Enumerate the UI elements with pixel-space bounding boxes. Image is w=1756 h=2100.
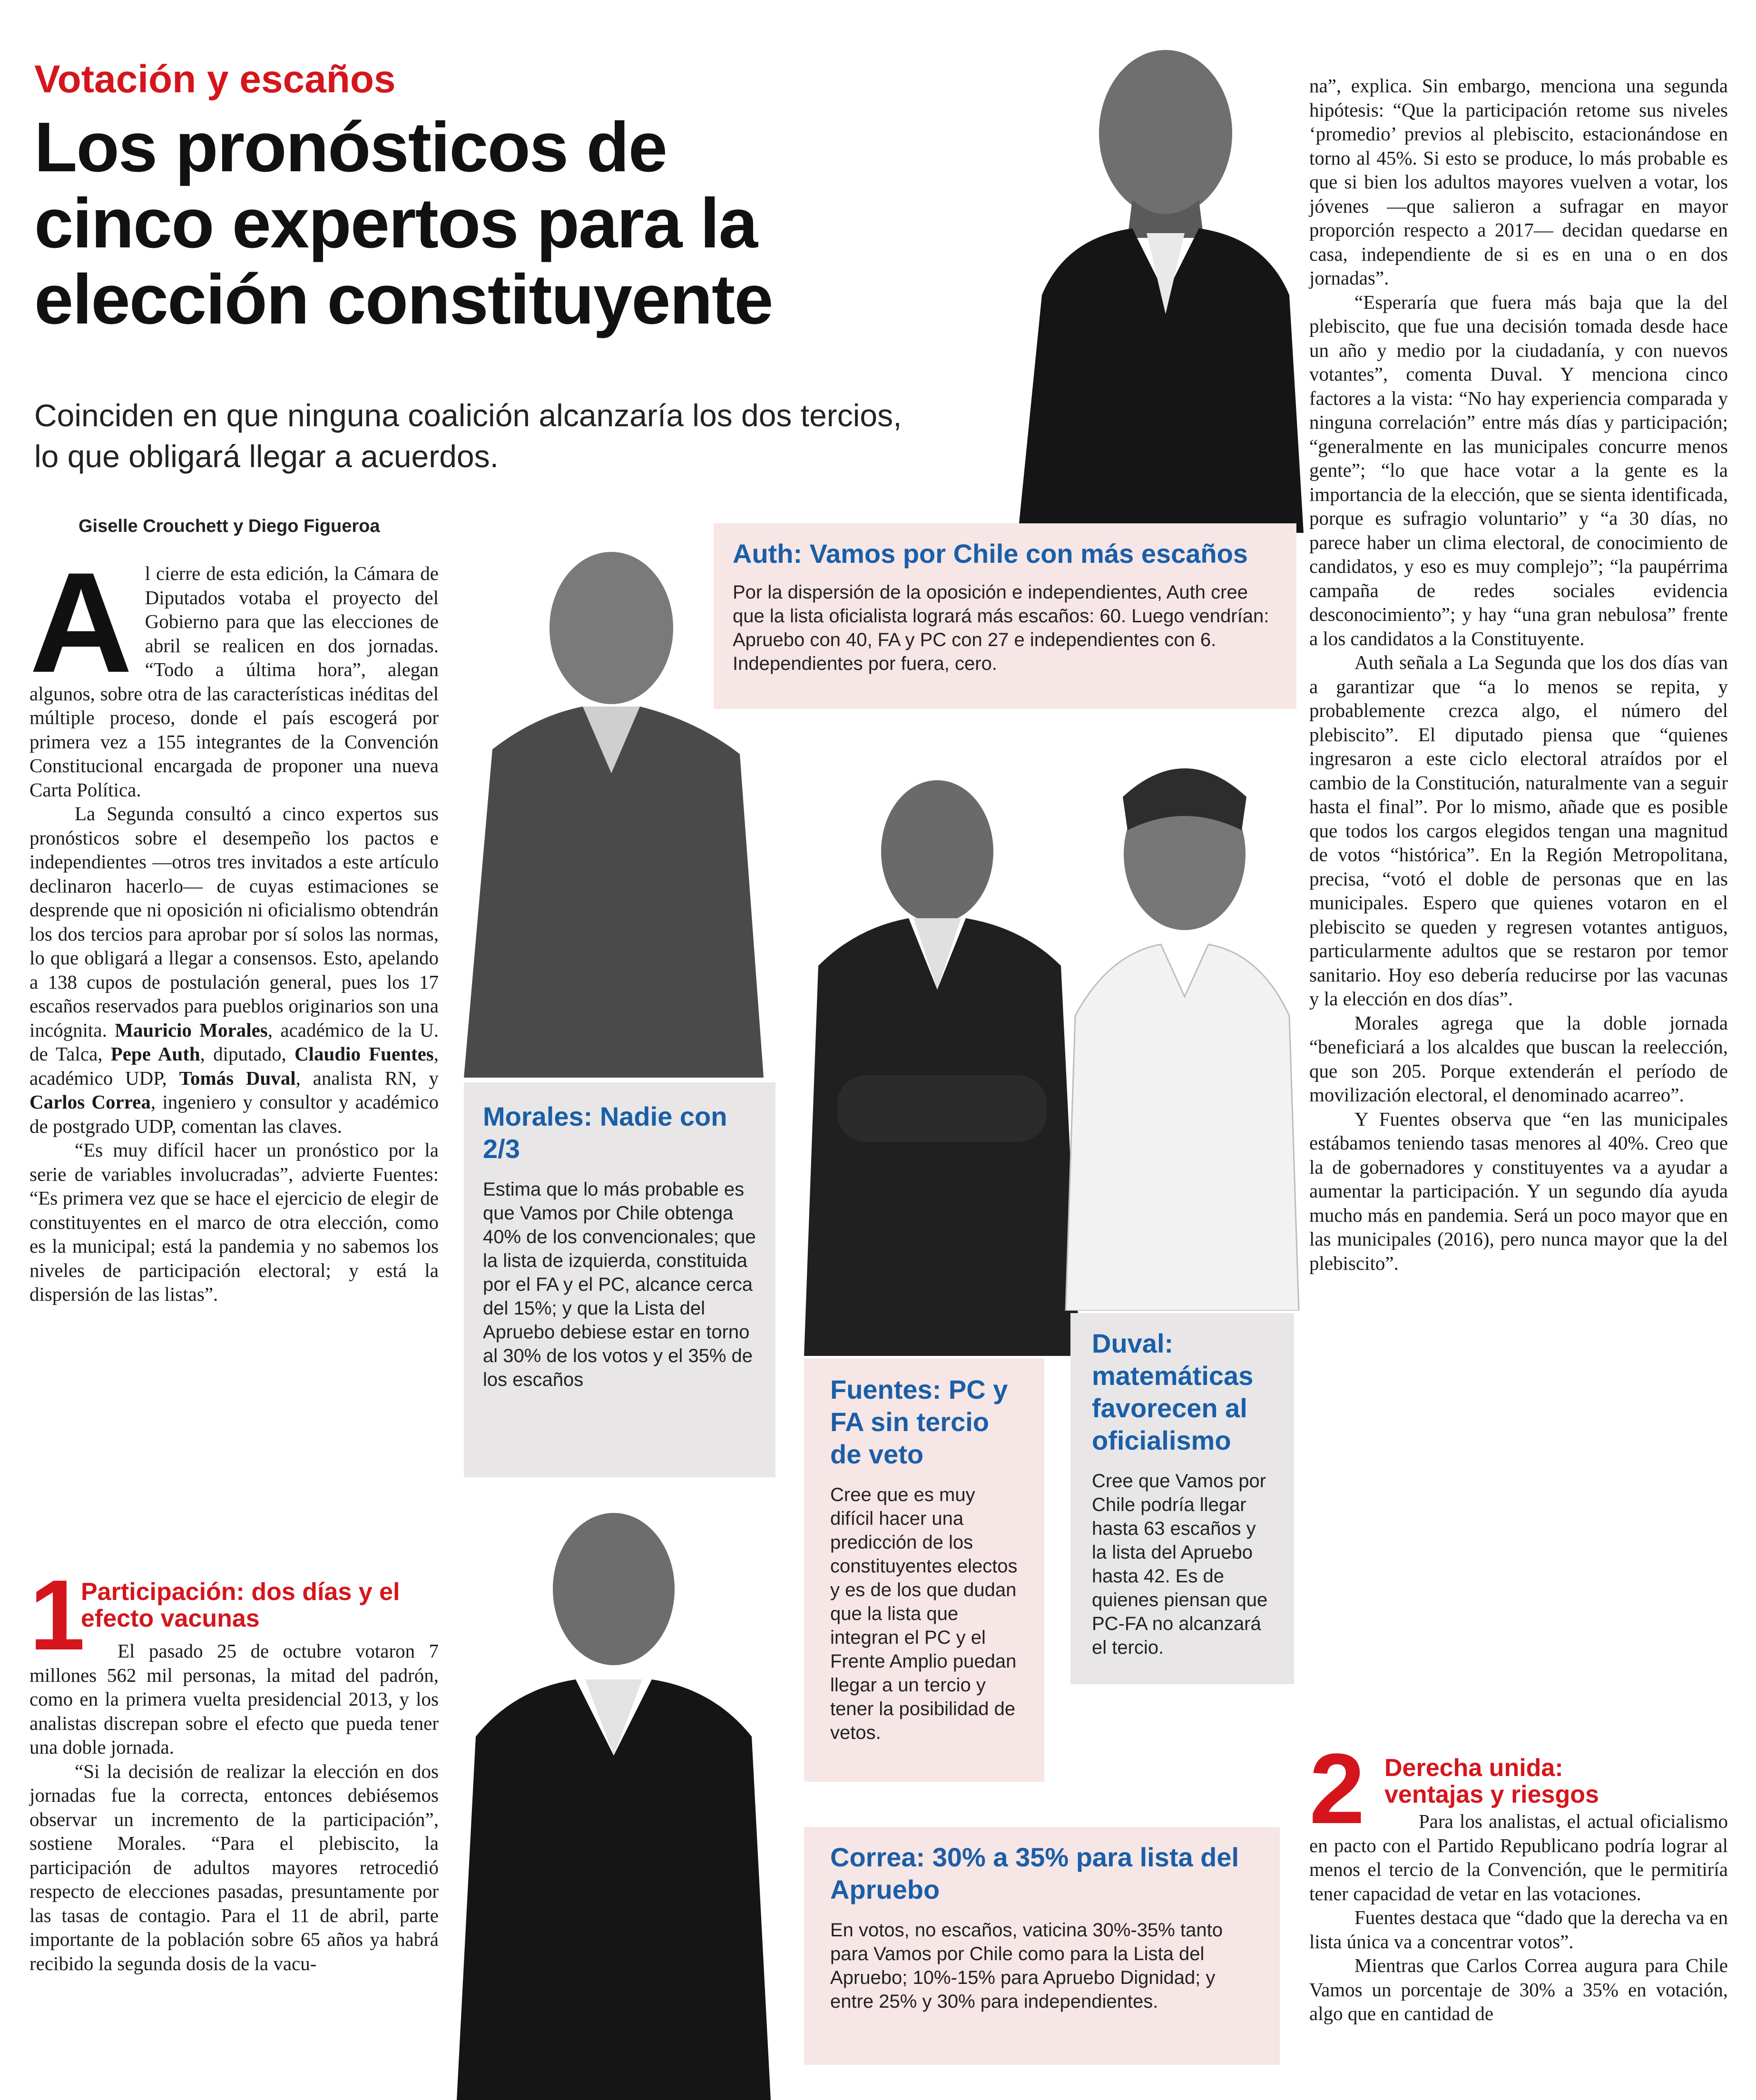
duval-box-title: Duval: matemáticas favorecen al oficialismo	[1092, 1328, 1254, 1455]
headline-line-3: elección constituyente	[34, 260, 773, 339]
paragraph-fuentes-municipal: Y Fuentes observa que “en las municipales estábamos teniendo tasas menores al 40%. Creo que la de gobernadores y constituyentes va a ayudar a aumentar la participación. Y un segundo día ayuda mucho más en pandemia. Será un poco mayor que en las municipales (2016), pero nunca mayor que la del plebiscito”.	[1309, 1108, 1728, 1274]
paragraph-intro: l cierre de esta edición, la Cámara de Diputados votaba el proyecto del Gobierno para que las elecciones de abril se realicen en dos jornadas. “Todo a última hora”, alegan algunos, sobre otra de las características inéditas del múltiple proceso, donde el país escogerá por primera vez a 155 integrantes de la Convención Constitucional encargada de proponer una nueva Carta Política.	[29, 562, 439, 801]
paragraph-consult: La Segunda consultó a cinco expertos sus pronósticos sobre el desempeño los pactos e independientes —otros tres invitados a este artículo declinaron hacerlo— de cuyas estimaciones se desprende que ni oposición ni oficialismo obtendrán los dos tercios para aprobar por sí solos las normas, lo que obligará a llegar a consensos. Esto, apelando a 138 cupos de postulación general, pues los 17 escaños reservados para pueblos originarios son una incógnita. Mauricio Morales, académico de la U. de Talca, Pepe Auth, diputado, Claudio Fuentes, académico UDP, Tomás Duval, analista RN, y Carlos Correa, ingeniero y consultor y académico de postgrado UDP, comentan las claves.	[29, 803, 439, 1137]
duval-box-text: Cree que Vamos por Chile podría llegar hasta 63 escaños y la lista del Apruebo hasta 42. Es de quienes piensan que PC-FA no alcanzará el tercio.	[1092, 1471, 1268, 1658]
dek: Coinciden en que ninguna coalición alcanzaría los dos tercios, lo que obligará llegar a acuerdos.	[34, 398, 902, 474]
paragraph-fuentes-quote: “Es muy difícil hacer un pronóstico por la serie de variables involucradas”, advierte Fuentes: “Es primera vez que se hace el ejercicio de elegir de constituyentes en el marco de otra elección, como es la municipal; está la pandemia y no sabemos los niveles de participación electoral; y está la dispersión de las listas”.	[29, 1139, 439, 1305]
section-2-title: Derecha unida: ventajas y riesgos	[1384, 1754, 1599, 1808]
fuentes-box-title: Fuentes: PC y FA sin tercio de veto	[830, 1374, 1008, 1469]
duval-photo-sweater	[1066, 944, 1299, 1311]
column-1-top	[29, 542, 439, 1306]
column-3-top	[1309, 74, 1728, 1275]
paragraph-morales-reelection: Morales agrega que la doble jornada “beneficiará a los alcaldes que buscan la reelección, que son 205. Porque extenderán el período de movilización electoral, el denominado acarreo”.	[1309, 1011, 1728, 1106]
paragraph-duval: “Esperaría que fuera más baja que la del plebiscito, que fue una decisión tomada desde hace un año y medio por la ciudadanía, y con nuevos votantes”, comenta Duval. Y menciona cinco factores a la vista: “No hay experiencia comparada y ninguna correlación” entre más días y participación; “generalmente en las municipales concurre menos gente”; “lo que hace votar a la gente es la importancia de la elección, que se sienta identificada, porque es sufragio voluntario” y “a 30 días, no parece haber un clima electoral, de conocimiento de candidatos, y eso es muy complejo”; “la paupérrima campaña de redes sociales evidencia desconocimiento”; y hay “una gran nebulosa” frente a los candidatos a la Constituyente.	[1309, 291, 1728, 649]
headline-line-2: cinco expertos para la	[34, 184, 757, 263]
auth-photo-head	[1099, 50, 1232, 216]
correa-photo	[442, 1489, 785, 2100]
paragraph-fuentes-right: Fuentes destaca que “dado que la derecha va en lista única va a concentrar votos”.	[1309, 1906, 1728, 1953]
morales-photo-head	[549, 552, 673, 704]
column-1-bottom	[29, 1639, 439, 1975]
section-1-number: 1	[29, 1559, 85, 1671]
paragraph-correa: Mientras que Carlos Correa augura para Chile Vamos un porcentaje de 30% a 35% en votación, algo que en cantidad de	[1309, 1954, 1728, 2024]
paragraph-participation: El pasado 25 de octubre votaron 7 millones 562 mil personas, la mitad del padrón, como en la primera vuelta presidencial 2013, y los analistas discrepan sobre el efecto que pueda tener una doble jornada.	[29, 1640, 439, 1758]
correa-box	[804, 1827, 1280, 2065]
fuentes-box	[804, 1358, 1044, 1782]
dropcap: A	[29, 542, 133, 702]
section-1-title: Participación: dos días y el efecto vacunas	[81, 1578, 400, 1632]
headline	[34, 109, 938, 338]
byline: Giselle Crouchett y Diego Figueroa	[78, 516, 380, 536]
auth-box-text: Por la dispersión de la oposición e independientes, Auth cree que la lista oficialista logrará más escaños: 60. Luego vendrían: Apruebo con 40, FA y PC con 27 e independientes con 6. Independientes por fuera, cero.	[733, 582, 1269, 674]
fuentes-photo-head	[881, 780, 993, 923]
fuentes-box-text: Cree que es muy difícil hacer una predicción de los constituyentes electos y es de los que dudan que la lista que integran el PC y el Frente Amplio puedan llegar a un tercio y tener la posibilidad de vetos.	[830, 1484, 1018, 1743]
correa-photo-head	[553, 1513, 675, 1665]
duval-photo	[1056, 749, 1304, 1311]
duval-box	[1070, 1313, 1294, 1684]
morales-box-title: Morales: Nadie con 2/3	[483, 1101, 727, 1164]
paragraph-auth: Auth señala a La Segunda que los dos días van a garantizar que “a lo menos se repita, y probablemente crezca algo, el número del plebiscito”. El diputado piensa que “quienes ingresaron a este ciclo electoral atraídos por el cambio de la Constitución, naturalmente van a seguir hasta el final”. Por lo mismo, añade que es posible que todos los cargos elegidos tengan una magnitud de votos “histórica”. En la Región Metropolitana, precisa, “votó el doble de personas que en las municipales. Espero que quienes votaron en el plebiscito se queden y regresen votantes antiguos, particularmente adultos que se restaron por temor sanitario. Hoy eso debería reducirse por las vacunas y la elección en dos días”.	[1309, 651, 1728, 1010]
auth-box	[714, 523, 1296, 709]
section-2-number: 2	[1309, 1733, 1365, 1845]
kicker: Votación y escaños	[34, 58, 396, 101]
auth-box-title: Auth: Vamos por Chile con más escaños	[733, 539, 1248, 569]
column-3-bottom	[1309, 1809, 1728, 2026]
paragraph-hypothesis: na”, explica. Sin embargo, menciona una segunda hipótesis: “Que la participación retome sus niveles ‘promedio’ previos al plebiscito, estacionándose en torno al 45%. Si esto se produce, lo más probable es que si bien los adultos mayores vuelven a votar, los jóvenes —que salieron a sufragar en mayor proporción respecto a 2017— decidan quedarse en casa, independiente de si es en una o en dos jornadas”.	[1309, 75, 1728, 289]
paragraph-morales: “Si la decisión de realizar la elección en dos jornadas fue la correcta, entonces debiésemos observar un incremento de la participación”, sostiene Morales. “Para el plebiscito, la participación de adultos mayores retrocedió respecto de elecciones pasadas, presuntamente por las tasas de contagio. Para el 11 de abril, parte importante de la población sobre 65 años ya habrá recibido la segunda dosis de la vacu-	[29, 1760, 439, 1974]
fuentes-photo	[795, 766, 1089, 1356]
auth-photo	[990, 29, 1313, 533]
morales-box-text: Estima que lo más probable es que Vamos por Chile obtenga 40% de los convencionales; que la lista de izquierda, constituida por el FA y el PC, alcance cerca del 15%; y que la Lista del Apruebo debiese estar en torno al 30% de los votos y el 35% de los escaños	[483, 1179, 756, 1390]
correa-box-text: En votos, no escaños, vaticina 30%-35% tanto para Vamos por Chile como para la Lista del Apruebo; 10%-15% para Apruebo Dignidad; y entre 25% y 30% para independientes.	[830, 1920, 1223, 2012]
paragraph-analysts: Para los analistas, el actual oficialismo en pacto con el Partido Republicano podría lograr al menos el tercio de la Convención, que le permitiría tener capacidad de vetar en las votaciones.	[1309, 1810, 1728, 1904]
correa-box-title: Correa: 30% a 35% para lista del Apruebo	[830, 1842, 1239, 1904]
headline-line-1: Los pronósticos de	[34, 108, 667, 186]
morales-box	[464, 1082, 775, 1477]
